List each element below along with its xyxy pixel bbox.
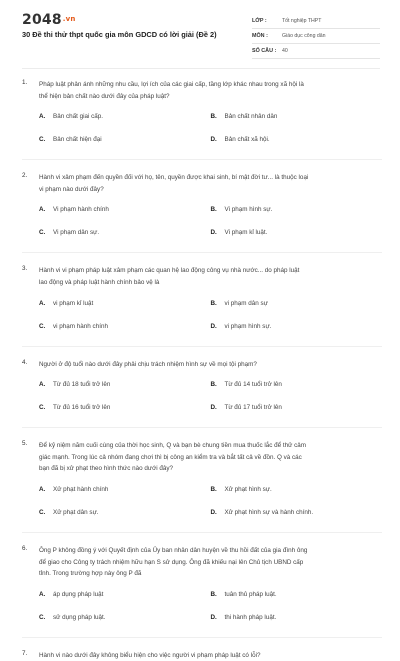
answer-letter: A.	[39, 590, 46, 598]
answer-option[interactable]	[211, 509, 383, 519]
question-text-line: Để kỷ niệm năm cuối cùng của thời học sinh, Q và bạn bè chung tiền mua thuốc lắc để thử cảm	[39, 442, 307, 450]
meta-row-grade	[252, 14, 380, 29]
header-divider	[22, 68, 380, 69]
answer-letter: C.	[39, 136, 46, 144]
question-item	[22, 172, 382, 239]
answer-letter: D.	[210, 229, 217, 237]
answer-row	[39, 486, 382, 496]
answer-letter: B.	[210, 206, 217, 214]
question-text	[39, 650, 382, 661]
answer-text: tuân thủ pháp luật.	[224, 590, 277, 598]
answer-option[interactable]	[211, 404, 383, 414]
answer-option[interactable]	[211, 113, 383, 123]
answer-option[interactable]	[39, 136, 211, 146]
answer-text: Từ đủ 16 tuổi trở lên	[53, 404, 111, 412]
answer-text: vi phạm dân sự	[224, 299, 268, 307]
question-item	[22, 359, 382, 415]
answer-option[interactable]	[211, 323, 383, 333]
answer-group	[39, 300, 382, 333]
answer-letter: D.	[210, 136, 217, 144]
answer-text: Vi phạm hành chính	[53, 206, 109, 214]
question-text-line: giác mạnh. Trong lúc cả nhóm đang chơi thì bị công an kiểm tra và bắt tất cả về đồn. Q và các	[39, 453, 302, 461]
answer-row	[39, 300, 382, 310]
meta-value: Tốt nghiệp THPT	[282, 18, 322, 24]
answer-letter: B.	[210, 485, 217, 493]
answer-row	[39, 136, 382, 146]
answer-text: Từ đủ 18 tuổi trở lên	[53, 381, 111, 389]
answer-text: vi phạm kỉ luật	[53, 299, 94, 307]
answer-text: Xử phạt hành chính	[53, 485, 109, 493]
answer-letter: D.	[210, 322, 217, 330]
question-separator	[22, 427, 382, 428]
answer-option[interactable]	[211, 136, 383, 146]
question-separator	[22, 252, 382, 253]
answer-option[interactable]	[211, 229, 383, 239]
answer-row	[39, 323, 382, 333]
meta-label: SỐ CÂU :	[252, 48, 277, 54]
answer-text: Bản chất hiện đại	[53, 136, 102, 144]
answer-letter: C.	[39, 229, 46, 237]
meta-label: LỚP :	[252, 18, 267, 24]
answer-group	[39, 591, 382, 624]
answer-option[interactable]	[211, 381, 383, 391]
question-item	[22, 265, 382, 332]
answer-text: Vi phạm dân sự.	[53, 229, 100, 237]
meta-value: 40	[282, 48, 288, 54]
answer-letter: B.	[210, 299, 217, 307]
question-number: 7.	[22, 649, 28, 657]
answer-letter: B.	[210, 381, 217, 389]
answer-letter: D.	[210, 404, 217, 412]
answer-option[interactable]	[39, 229, 211, 239]
question-number: 5.	[22, 440, 28, 448]
answer-option[interactable]	[211, 486, 383, 496]
answer-option[interactable]	[39, 614, 211, 624]
logo-tld: .vn	[62, 15, 76, 23]
meta-row-count	[252, 44, 380, 59]
answer-letter: C.	[39, 508, 46, 516]
question-text-line: Hành vi nào dưới đây không biểu hiện cho việc người vi phạm pháp luật có lỗi?	[39, 651, 261, 659]
answer-row	[39, 113, 382, 123]
answer-letter: C.	[39, 404, 46, 412]
answer-letter: A.	[39, 381, 46, 389]
answer-row	[39, 229, 382, 239]
answer-option[interactable]	[39, 509, 211, 519]
question-separator	[22, 346, 382, 347]
question-item	[22, 79, 382, 146]
answer-text: Xử phạt hình sự.	[224, 485, 272, 493]
question-text-line: Người ở độ tuổi nào dưới đây phải chịu trách nhiệm hình sự về mọi tội phạm?	[39, 360, 257, 368]
answer-option[interactable]	[39, 113, 211, 123]
answer-text: Từ đủ 14 tuổi trở lên	[224, 381, 282, 389]
question-item	[22, 650, 382, 661]
answer-text: Bản chất xã hội.	[224, 136, 270, 144]
answer-letter: D.	[210, 613, 217, 621]
question-item	[22, 545, 382, 624]
question-text-line: bạn đã bị xử phạt theo hình thức nào dưới đây?	[39, 465, 174, 473]
question-number: 2.	[22, 172, 28, 180]
answer-letter: D.	[210, 508, 217, 516]
answer-letter: A.	[39, 485, 46, 493]
answer-option[interactable]	[211, 206, 383, 216]
answer-letter: B.	[210, 113, 217, 121]
answer-text: thi hành pháp luật.	[224, 613, 277, 621]
answer-text: Bản chất giai cấp.	[53, 113, 104, 121]
answer-option[interactable]	[39, 591, 211, 601]
answer-row	[39, 614, 382, 624]
answer-option[interactable]	[211, 614, 383, 624]
answer-text: Xử phạt hình sự và hành chính.	[224, 508, 314, 516]
answer-text: Bản chất nhân dân	[224, 113, 278, 121]
answer-text: vi phạm hành chính	[53, 322, 108, 330]
answer-group	[39, 486, 382, 519]
question-text	[39, 545, 382, 580]
answer-group	[39, 381, 382, 414]
answer-letter: C.	[39, 322, 46, 330]
question-text-line: thể hiện bản chất nào dưới đây của pháp luật?	[39, 92, 170, 100]
answer-letter: A.	[39, 299, 46, 307]
answer-row	[39, 404, 382, 414]
question-list	[22, 79, 382, 661]
answer-text: Xử phạt dân sự.	[53, 508, 99, 516]
answer-option[interactable]	[39, 404, 211, 414]
answer-option[interactable]	[211, 300, 383, 310]
site-logo[interactable]	[22, 12, 76, 28]
question-number: 1.	[22, 79, 28, 86]
question-text-line: Hành vi xâm phạm đến quyền đối với họ, tên, quyền được khai sinh, bí mật đời tư... là thuộc loại	[39, 174, 309, 182]
answer-option[interactable]	[39, 381, 211, 391]
meta-value: Giáo dục công dân	[282, 33, 326, 39]
answer-row	[39, 381, 382, 391]
question-text-line: để giao cho Công ty trách nhiệm hữu hạn S sử dụng. Ông đã khiếu nại lên Chủ tịch UBND cấp	[39, 558, 304, 566]
answer-text: sử dụng pháp luật.	[53, 613, 106, 621]
answer-row	[39, 591, 382, 601]
answer-row	[39, 509, 382, 519]
page-title: 30 Đề thi thử thpt quốc gia môn GDCD có lời giải (Đề 2)	[22, 30, 217, 39]
question-text-line: lao động và pháp luật hành chính bảo vệ là	[39, 278, 160, 286]
question-text	[39, 440, 382, 475]
answer-text: Từ đủ 17 tuổi trở lên	[224, 404, 282, 412]
question-text	[39, 359, 382, 371]
answer-text: Vi phạm hình sự.	[224, 206, 273, 214]
answer-text: Vi phạm kỉ luật.	[224, 229, 268, 237]
answer-option[interactable]	[39, 300, 211, 310]
question-separator	[22, 532, 382, 533]
question-number: 4.	[22, 358, 28, 366]
question-text-line: Hành vi vi phạm pháp luật xâm phạm các quan hệ lao động công vụ nhà nước... do pháp luật	[39, 267, 300, 275]
question-text	[39, 172, 382, 195]
answer-letter: C.	[39, 613, 46, 621]
meta-label: MÔN :	[252, 33, 268, 39]
question-separator	[22, 159, 382, 160]
question-text-line: tỉnh. Trong trường hợp này ông P đã	[39, 570, 142, 578]
question-text-line: Pháp luật phản ánh những nhu cầu, lợi ích của các giai cấp, tầng lớp khác nhau trong xã hội là	[39, 81, 304, 88]
question-text	[39, 265, 382, 288]
answer-option[interactable]	[211, 591, 383, 601]
answer-group	[39, 206, 382, 239]
question-text-line: Ông P không đồng ý với Quyết định của Ủy ban nhân dân huyện về thu hồi đất của gia đình ông	[39, 546, 308, 554]
question-separator	[22, 637, 382, 638]
answer-group	[39, 113, 382, 146]
logo-number: 2048	[22, 12, 62, 28]
exam-meta-table	[252, 14, 380, 59]
answer-text: vi phạm hình sự.	[224, 322, 272, 330]
answer-option[interactable]	[39, 486, 211, 496]
answer-text: áp dụng pháp luật	[53, 590, 104, 598]
answer-letter: B.	[210, 590, 217, 598]
answer-option[interactable]	[39, 323, 211, 333]
answer-letter: A.	[39, 113, 46, 121]
question-text	[39, 79, 382, 102]
question-text-line: vi phạm nào dưới đây?	[39, 185, 104, 193]
page-header	[0, 0, 400, 60]
answer-option[interactable]	[39, 206, 211, 216]
question-item	[22, 440, 382, 519]
question-number: 3.	[22, 265, 28, 273]
answer-letter: A.	[39, 206, 46, 214]
meta-row-subject	[252, 29, 380, 44]
question-number: 6.	[22, 544, 28, 552]
answer-row	[39, 206, 382, 216]
